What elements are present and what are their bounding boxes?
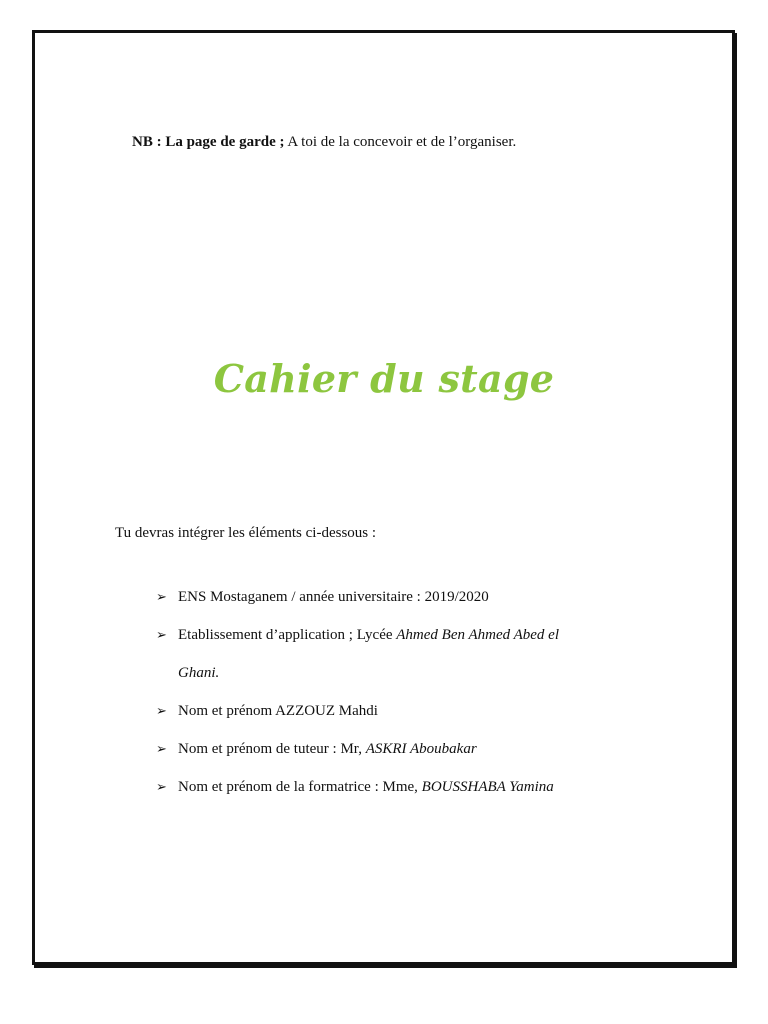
item-italic-text: Ahmed Ben Ahmed Abed el — [396, 627, 559, 643]
item-text: Nom et prénom AZZOUZ Mahdi — [178, 703, 378, 719]
arrowhead-bullet-icon: ➢ — [156, 703, 167, 718]
item-text: Nom et prénom de tuteur : Mr, — [178, 741, 366, 757]
item-text: Nom et prénom de la formatrice : Mme, — [178, 779, 422, 795]
note-label: NB : La page de garde ; — [132, 134, 285, 150]
arrowhead-bullet-icon: ➢ — [156, 779, 167, 794]
page-border — [32, 30, 735, 965]
list-item — [156, 768, 656, 806]
arrowhead-bullet-icon: ➢ — [156, 741, 167, 756]
item-text: ENS Mostaganem / année universitaire : 2019/2020 — [178, 589, 489, 605]
cover-page-note — [132, 134, 516, 151]
arrowhead-bullet-icon: ➢ — [156, 627, 167, 642]
item-italic-text: BOUSSHABA Yamina — [421, 779, 554, 795]
document-title: Cahier du stage — [213, 356, 555, 401]
list-item — [156, 692, 656, 730]
note-text: A toi de la concevoir et de l’organiser. — [284, 134, 517, 150]
item-text: Etablissement d’application ; Lycée — [178, 627, 397, 643]
list-item — [156, 578, 656, 616]
list-item — [156, 730, 656, 768]
elements-list — [156, 578, 656, 806]
item-italic-text-continued: Ghani. — [178, 665, 220, 681]
item-italic-text: ASKRI Aboubakar — [365, 741, 477, 757]
arrowhead-bullet-icon: ➢ — [156, 589, 167, 604]
list-item — [156, 616, 656, 692]
intro-text: Tu devras intégrer les éléments ci-dessous : — [115, 525, 377, 541]
